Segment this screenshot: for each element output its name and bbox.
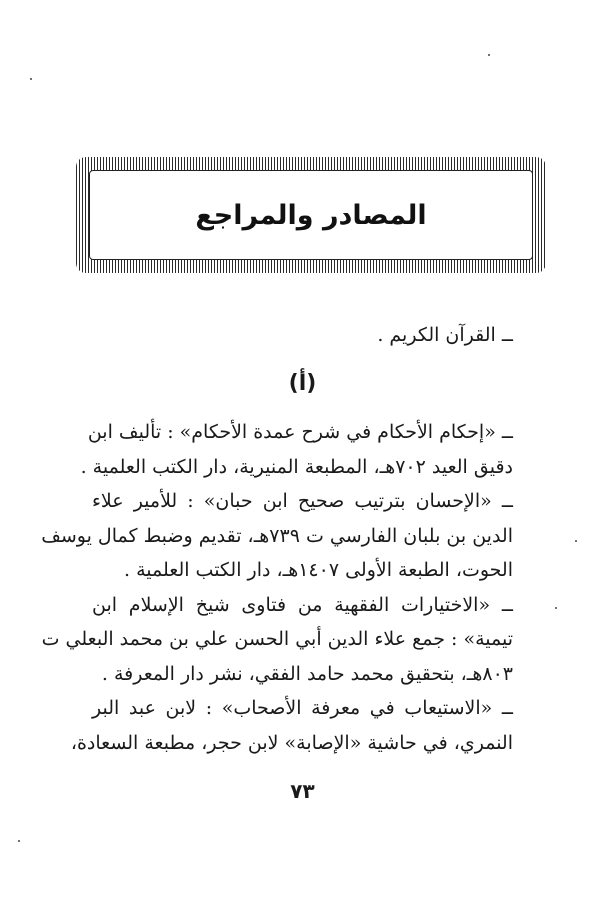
- entry-line: تيمية» : جمع علاء الدين أبي الحسن علي بن محمد البعلي ت: [41, 628, 513, 650]
- scan-speck: [18, 840, 20, 842]
- reference-entry: [41, 588, 513, 692]
- entry-line: ــ «إحكام الأحكام في شرح عمدة الأحكام» : تأليف ابن: [87, 421, 513, 443]
- entry-line: ٨٠٣هـ، بتحقيق محمد حامد الفقي، نشر دار المعرفة .: [101, 662, 513, 685]
- page-number: ٧٣: [290, 779, 315, 803]
- entry-line: الدين بن بلبان الفارسي ت ٧٣٩هـ، تقديم وضبط كمال يوسف: [41, 524, 513, 547]
- scan-speck: [30, 78, 32, 80]
- scan-speck: [555, 607, 557, 609]
- reference-entry: [80, 415, 513, 484]
- entry-line: ــ «الاستيعاب في معرفة الأصحاب» : لابن عبد البر: [92, 697, 513, 719]
- entry-line: دقيق العيد ٧٠٢هـ، المطبعة المنيرية، دار الكتب العلمية .: [80, 455, 513, 478]
- entry-line: ــ «الاختيارات الفقهية من فتاوى شيخ الإسلام ابن: [92, 593, 513, 616]
- references-list: [41, 318, 513, 760]
- entry-line: النمري، في حاشية «الإصابة» لابن حجر، مطبعة السعادة،: [70, 731, 513, 754]
- reference-entry: [70, 691, 513, 760]
- letter-section-heading: (أ): [288, 370, 317, 396]
- title-box: [89, 170, 533, 260]
- page-title: المصادر والمراجع: [195, 199, 427, 231]
- scan-speck: [575, 540, 577, 542]
- reference-entry: [41, 484, 513, 588]
- title-frame: [76, 157, 546, 273]
- scan-speck: [488, 54, 490, 56]
- entry-line: الحوت، الطبعة الأولى ١٤٠٧هـ، دار الكتب العلمية .: [124, 559, 513, 581]
- quran-reference: ــ القرآن الكريم .: [377, 324, 513, 346]
- entry-line: ــ «الإحسان بترتيب صحيح ابن حبان» : للأمير علاء: [92, 490, 513, 512]
